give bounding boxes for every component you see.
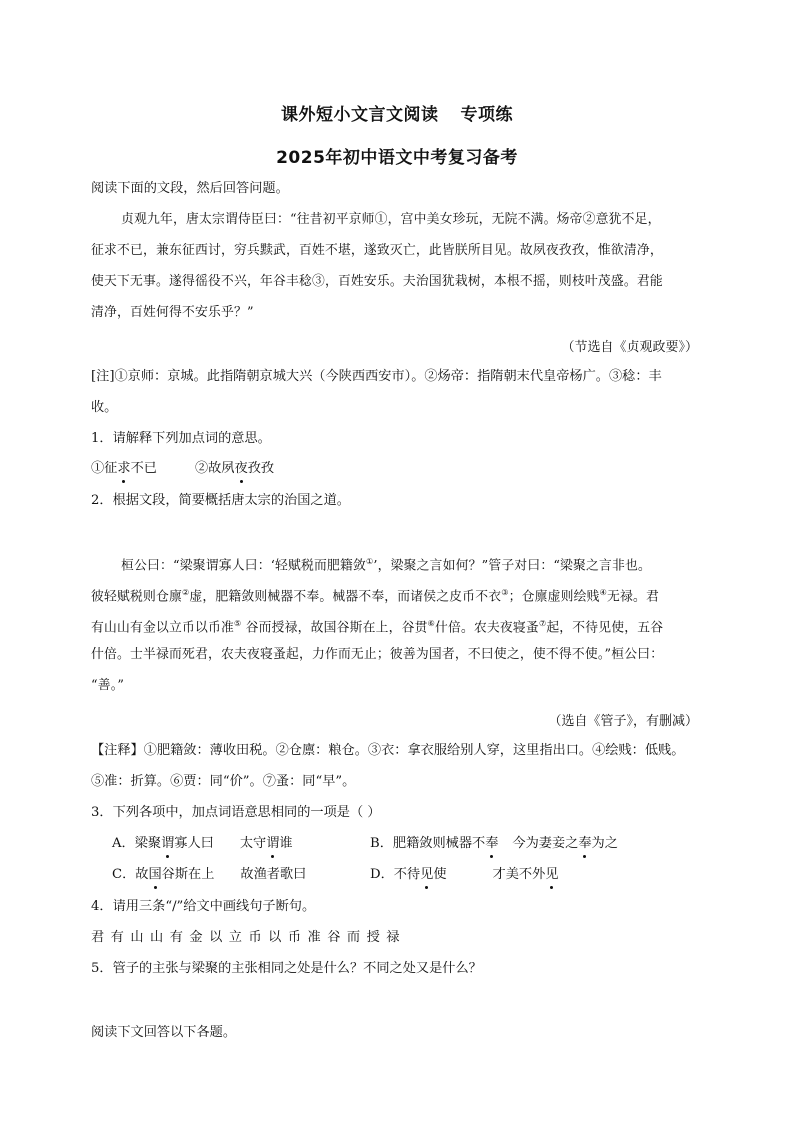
- note1-line: 收。: [91, 400, 118, 415]
- question-4: 4．请用三条“/”给文中画线句子断句。: [91, 899, 316, 914]
- dotted-word: 谓: [266, 836, 280, 851]
- title-suffix: 专项练: [460, 105, 513, 125]
- section1-instruction: 阅读下面的文段，然后回答问题。: [91, 181, 289, 196]
- dotted-word: 奉: [485, 836, 499, 851]
- question-1-items: ①征求不已 ②故夙夜孜孜: [91, 461, 275, 476]
- passage2-line: 有山山有金以立币以币准⑤ 谷而授禄，故国谷斯在上，谷贯⑥什倍。农夫夜寝蚤⑦起，不待见使，五谷: [91, 619, 664, 636]
- passage1-line: 贞观九年，唐太宗谓侍臣曰：“往昔初平京师①，宫中美女珍玩，无院不满。炀帝②意犹不足，: [121, 212, 661, 227]
- section3-instruction: 阅读下文回答以下各题。: [91, 1025, 237, 1040]
- note2-line: 【注释】①肥籍敛：薄收田税。②仓廪：粮仓。③衣：拿衣服给别人穿，这里指出口。④绘贱：低贱。: [91, 743, 685, 758]
- question-4-sentence: 君有山山有金以立币以币准谷而授禄: [91, 930, 406, 945]
- document-subtitle: 2025年初中语文中考复习备考: [276, 148, 518, 168]
- document-title: [0, 100, 794, 125]
- passage2-source: （选自《管子》，有删减）: [548, 714, 698, 729]
- question-3-option-b: B．肥籍敛则械器不奉 今为妻妾之奉为之: [370, 836, 618, 851]
- passage1-line: 清净，百姓何得不安乐乎？”: [91, 305, 254, 320]
- question-3-option-c: C．故国谷斯在上 故渔者歌曰: [112, 867, 307, 882]
- question-2: 2．根据文段，简要概括唐太宗的治国之道。: [91, 493, 350, 508]
- passage2-line: “善。”: [91, 678, 125, 693]
- note2-line: ⑤准：折算。⑥贾：同“价”。⑦蚤：同“早”。: [91, 774, 356, 789]
- passage2-line: 桓公曰：“梁聚谓寡人曰：‘轻赋税而肥籍敛①’，梁聚之言如何？”管子对曰：“梁聚之言非也。: [121, 557, 652, 574]
- underlined-sentence: 有山山有金以立币以币准: [91, 620, 234, 636]
- title-main: 课外短小文言文阅读: [281, 105, 439, 125]
- question-3-option-d: D．不待见使 才美不外见: [370, 867, 559, 882]
- passage1-source: （节选自《贞观政要》）: [561, 340, 698, 355]
- dotted-word: 求: [117, 461, 131, 476]
- question-5: 5．管子的主张与梁聚的主张相同之处是什么？不同之处又是什么？: [91, 961, 482, 976]
- dotted-word: 见: [420, 867, 434, 882]
- question-3-option-a: A．梁聚谓寡人曰 太守谓谁: [112, 836, 293, 851]
- passage2-line: 什倍。士半禄而死君，农夫夜寝蚤起，力作而无止；彼善为国者，不曰使之，使不得不使。”桓公曰：: [91, 647, 664, 662]
- question-1: 1．请解释下列加点词的意思。: [91, 431, 271, 446]
- passage1-line: 使天下无事。遂得徭役不兴，年谷丰稔③，百姓安乐。夫治国犹栽树，本根不摇，则枝叶茂盛。君能: [91, 274, 663, 289]
- dotted-word: 见: [545, 867, 559, 882]
- dotted-word: 夜: [234, 461, 248, 476]
- passage2-line: 彼轻赋税则仓廪②虚，肥籍敛则械器不奉。械器不奉，而诸侯之皮币不衣③；仓廪虚则绘贱④无禄。君: [91, 588, 660, 605]
- dotted-word: 奉: [578, 836, 592, 851]
- note1-line: [注]①京师：京城。此指隋朝京城大兴（今陕西西安市）。②炀帝：指隋朝末代皇帝杨广。③稔：丰: [91, 369, 662, 384]
- passage1-line: 征求不已，兼东征西讨，穷兵黩武，百姓不堪，遂致灭亡，此皆朕所目见。故夙夜孜孜，惟欲清净，: [91, 243, 663, 258]
- question-3: 3．下列各项中，加点词语意思相同的一项是（ ）: [91, 805, 381, 820]
- dotted-word: 谓: [161, 836, 175, 851]
- dotted-word: 国: [148, 867, 162, 882]
